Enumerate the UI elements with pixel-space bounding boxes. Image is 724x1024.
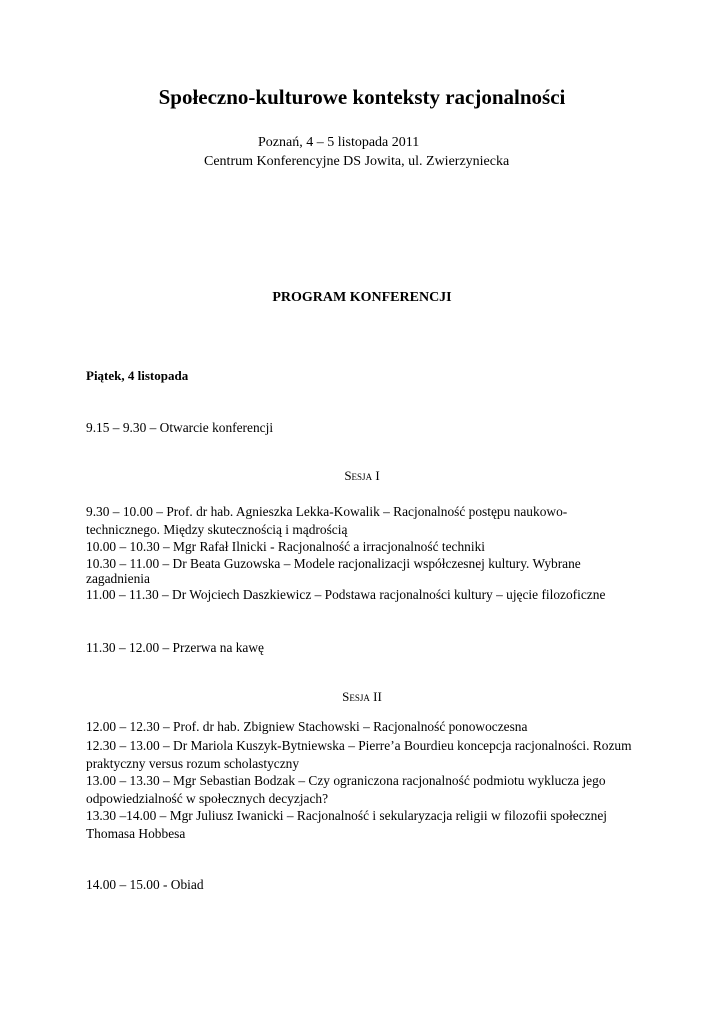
- session-2-line: 12.30 – 13.00 – Dr Mariola Kuszyk-Bytniewska – Pierre’a Bourdieu koncepcja racjonalności. Rozum: [86, 738, 632, 753]
- session-1-line: 11.00 – 11.30 – Dr Wojciech Daszkiewicz – Podstawa racjonalności kultury – ujęcie filozoficzne: [86, 587, 606, 602]
- session-1-line: technicznego. Między skutecznością i mądrością: [86, 522, 348, 537]
- session-1-line: 10.30 – 11.00 – Dr Beata Guzowska – Modele racjonalizacji współczesnej kultury. Wybrane: [86, 556, 581, 571]
- conference-venue: Centrum Konferencyjne DS Jowita, ul. Zwierzyniecka: [204, 154, 510, 169]
- session-1-line: 9.30 – 10.00 – Prof. dr hab. Agnieszka Lekka-Kowalik – Racjonalność postępu naukowo-: [86, 504, 568, 519]
- session-2-line: Thomasa Hobbesa: [86, 826, 186, 841]
- session-2-heading: Sesja II: [342, 689, 382, 704]
- session-2-line: 12.00 – 12.30 – Prof. dr hab. Zbigniew Stachowski – Racjonalność ponowoczesna: [86, 719, 528, 734]
- session-2-line: 13.00 – 13.30 – Mgr Sebastian Bodzak – Czy ograniczona racjonalność podmiotu wyklucza jego: [86, 773, 606, 788]
- lunch-line: 14.00 – 15.00 - Obiad: [86, 877, 204, 892]
- opening-line: 9.15 – 9.30 – Otwarcie konferencji: [86, 420, 274, 435]
- session-1-line: zagadnienia: [86, 571, 150, 586]
- session-2-line: odpowiedzialność w społecznych decyzjach?: [86, 791, 329, 806]
- session-1-heading: Sesja I: [344, 468, 380, 483]
- coffee-break-line: 11.30 – 12.00 – Przerwa na kawę: [86, 640, 264, 655]
- program-heading: PROGRAM KONFERENCJI: [272, 290, 452, 305]
- session-2-line: praktyczny versus rozum scholastyczny: [86, 756, 300, 771]
- session-1-line: 10.00 – 10.30 – Mgr Rafał Ilnicki - Racjonalność a irracjonalność techniki: [86, 539, 486, 554]
- conference-date: Poznań, 4 – 5 listopada 2011: [258, 135, 420, 150]
- session-2-line: 13.30 –14.00 – Mgr Juliusz Iwanicki – Racjonalność i sekularyzacja religii w filozofii społecznej: [86, 808, 607, 823]
- day-heading: Piątek, 4 listopada: [86, 368, 189, 383]
- document-title: Społeczno-kulturowe konteksty racjonalności: [158, 85, 566, 109]
